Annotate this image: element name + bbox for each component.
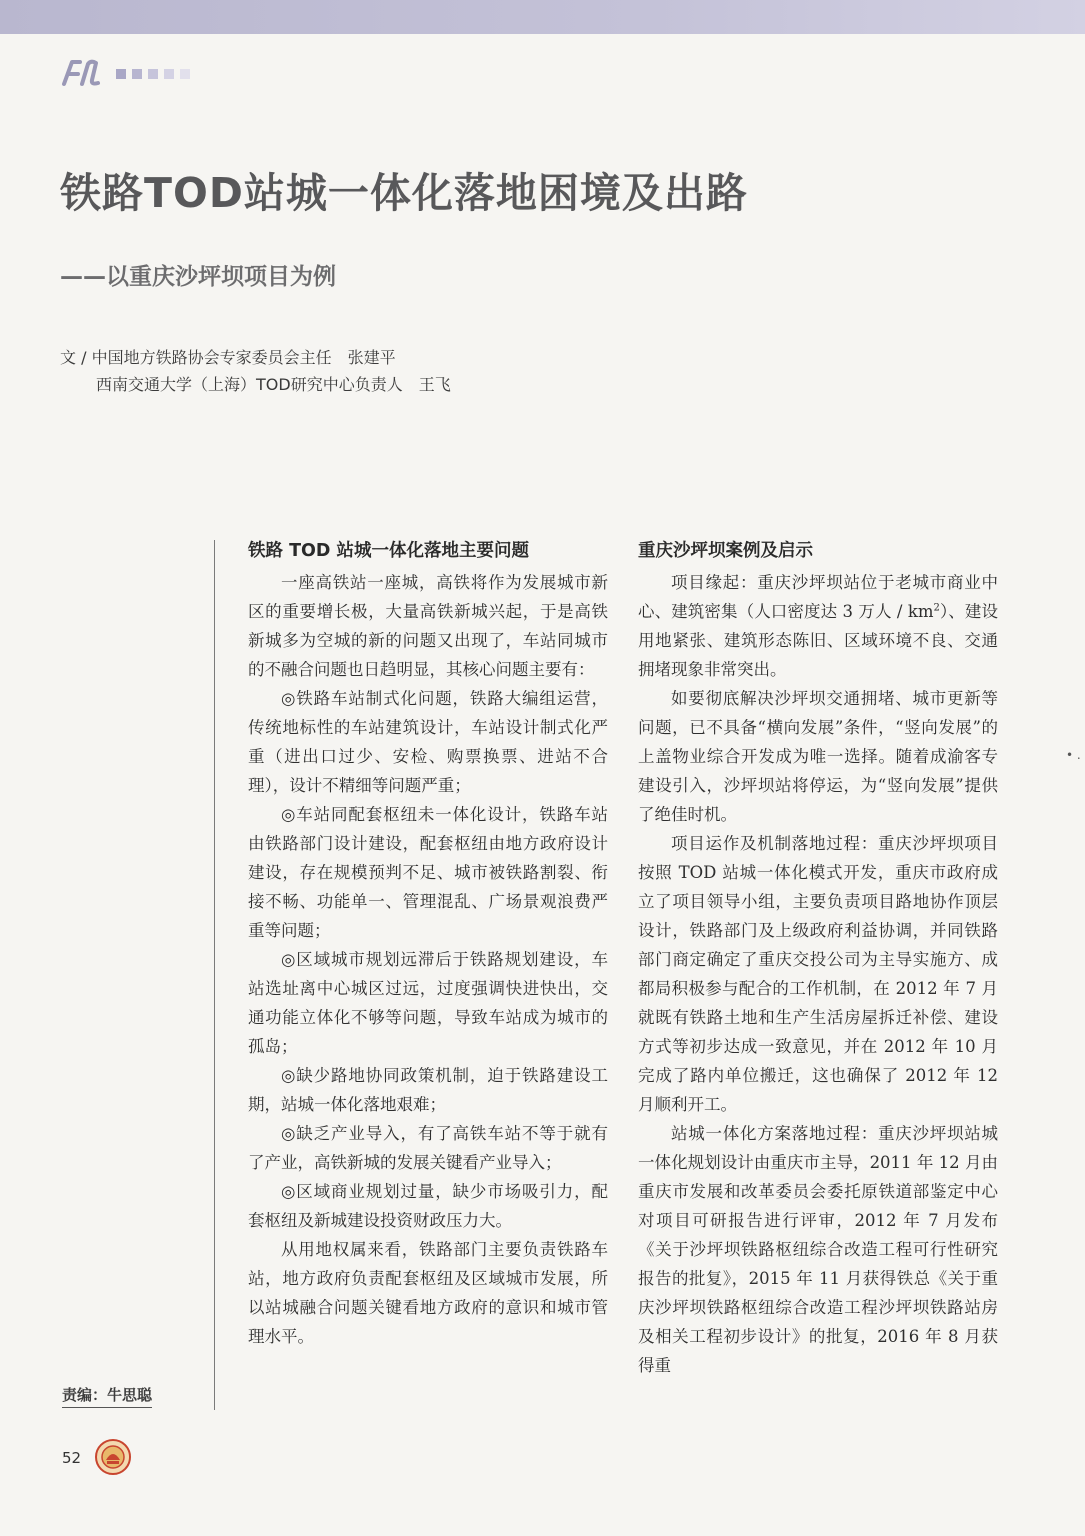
body-paragraph [638,568,998,684]
column-divider [214,540,215,1410]
text-run: ）、建设用地紧张、建筑形态陈旧、区域环境不良、交通拥堵现象非常突出。 [638,602,999,679]
author-byline [60,344,451,398]
bullet-paragraph: ◎车站同配套枢纽未一体化设计，铁路车站由铁路部门设计建设，配套枢纽由地方政府设计建设，存在规模预判不足、城市被铁路割裂、衔接不畅、功能单一、管理混乱、广场景观浪费严重等问题； [248,805,608,940]
bullet-paragraph: ◎铁路车站制式化问题，铁路大编组运营，传统地标性的车站建筑设计，车站设计制式化严重（进出口过少、安检、购票换票、进站不合理），设计不精细等问题严重； [248,689,608,795]
section-heading-case-study: 重庆沙坪坝案例及启示 [638,541,813,561]
body-paragraph: 从用地权属来看，铁路部门主要负责铁路车站，地方政府负责配套枢纽及区域城市发展，所以站城融合问题关键看地方政府的意识和城市管理水平。 [248,1240,608,1346]
deco-square [116,69,126,79]
header-color-band [0,0,1085,34]
author-line-1: 文 / 中国地方铁路协会专家委员会主任 张建平 [60,348,396,367]
body-paragraph: 站城一体化方案落地过程：重庆沙坪坝站城一体化规划设计由重庆市主导，2011 年 12 月由重庆市发展和改革委员会委托原铁道部鉴定中心对项目可研报告进行评审，2012 年 7 月发布《关于沙坪坝铁路枢纽综合改造工程可行性研究报告的批复》，2015 年 11 月获得铁总《关于重庆沙坪坝铁路枢纽综合改造工程沙坪坝铁路站房及相关工程初步设计》的批复，2016 年 8 月获得重 [638,1124,998,1375]
magazine-logo-icon [58,58,104,88]
deco-square [132,69,142,79]
body-paragraph: 一座高铁站一座城，高铁将作为发展城市新区的重要增长极，大量高铁新城兴起，于是高铁新城多为空城的新的问题又出现了，车站同城市的不融合问题也日趋明显，其核心问题主要有： [248,573,608,679]
editor-credit: 责编：牛思聪 [62,1384,152,1408]
bullet-paragraph: ◎区域城市规划远滞后于铁路规划建设，车站选址离中心城区过远，过度强调快进快出，交通功能立体化不够等问题，导致车站成为城市的孤岛； [248,950,608,1056]
bullet-paragraph: ◎缺少路地协同政策机制，迫于铁路建设工期，站城一体化落地艰难； [248,1066,608,1114]
body-paragraph: 项目运作及机制落地过程：重庆沙坪坝项目按照 TOD 站城一体化模式开发，重庆市政府成立了项目领导小组，主要负责项目路地协作顶层设计，铁路部门及上级政府利益协调，并同铁路部门商定确定了重庆交投公司为主导实施方、成都局积极参与配合的工作机制，在 2012 年 7 月就既有铁路土地和生产生活房屋拆迁补偿、建设方式等初步达成一致意见，并在 2012 年 10 月完成了路内单位搬迁，这也确保了 2012 年 12 月顺利开工。 [638,834,998,1114]
body-paragraph: 如要彻底解决沙坪坝交通拥堵、城市更新等问题，已不具备“横向发展”条件，“竖向发展”的上盖物业综合开发成为唯一选择。随着成渝客专建设引入，沙坪坝站将停运，为“竖向发展”提供了绝佳时机。 [638,689,998,824]
bullet-paragraph: ◎缺乏产业导入，有了高铁车站不等于就有了产业，高铁新城的发展关键看产业导入； [248,1124,608,1172]
deco-square [180,69,190,79]
author-line-2: 西南交通大学（上海）TOD研究中心负责人 王飞 [96,375,451,394]
text-run: 项目缘起：重庆沙坪坝站位于老城市商业中心、建筑密集（人口密度达 3 万人 / km [638,573,998,621]
right-column [638,538,998,1380]
article-subtitle: ——以重庆沙坪坝项目为例 [60,264,336,290]
superscript: 2 [933,602,940,614]
association-emblem-icon [94,1438,132,1476]
page-number: 52 [62,1449,82,1467]
deco-square [148,69,158,79]
header-deco-squares [116,69,190,79]
left-column [248,538,608,1351]
bullet-paragraph: ◎区域商业规划过量，缺少市场吸引力，配套枢纽及新城建设投资财政压力大。 [248,1182,608,1230]
article-title: 铁路TOD站城一体化落地困境及出路 [60,169,748,217]
deco-square [164,69,174,79]
scan-speck: • . [1066,748,1081,762]
section-heading-problems: 铁路 TOD 站城一体化落地主要问题 [248,541,530,561]
